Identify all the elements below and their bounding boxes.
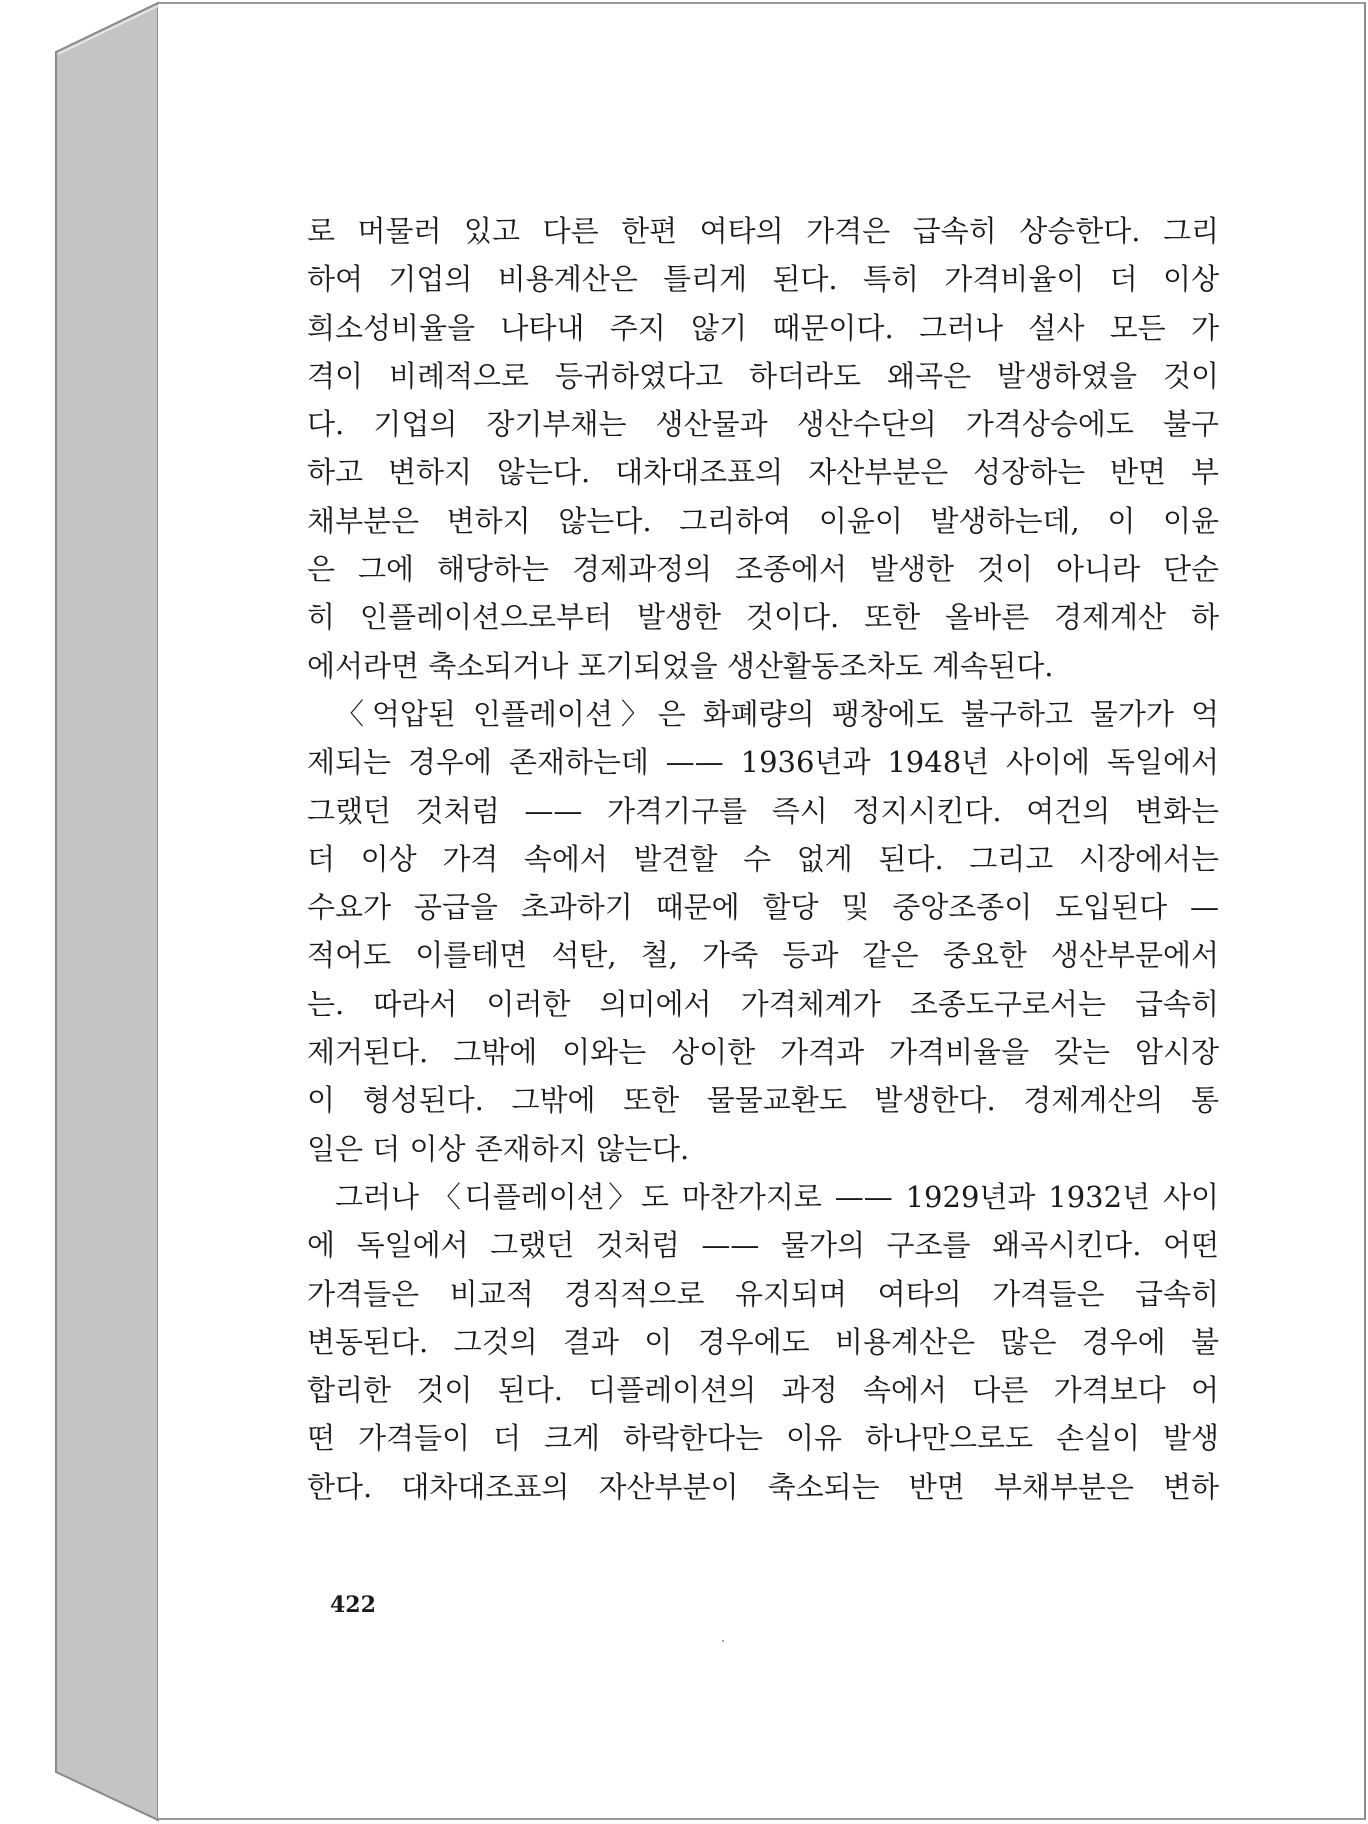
text-line: 제거된다. 그밖에 이와는 상이한 가격과 가격비율을 갖는 암시장 [307, 1035, 1219, 1070]
text-line: 더 이상 가격 속에서 발견할 수 없게 된다. 그리고 시장에서는 [307, 841, 1219, 876]
text-line: 제되는 경우에 존재하는데 —— 1936년과 1948년 사이에 독일에서 [307, 745, 1219, 780]
text-line: 에서라면 축소되거나 포기되었을 생산활동조차도 계속된다. [307, 648, 1054, 683]
text-line: 격이 비례적으로 등귀하였다고 하더라도 왜곡은 발생하였을 것이 [307, 358, 1219, 393]
text-line: 히 인플레이션으로부터 발생한 것이다. 또한 올바른 경제계산 하 [307, 600, 1219, 635]
text-line: 에 독일에서 그랬던 것처럼 —— 물가의 구조를 왜곡시킨다. 어떤 [307, 1228, 1219, 1263]
page-number: 422 [330, 1592, 376, 1618]
text-line: 합리한 것이 된다. 디플레이션의 과정 속에서 다른 가격보다 어 [307, 1373, 1219, 1408]
print-speck [722, 1640, 724, 1642]
text-line: 그러나 〈디플레이션〉도 마찬가지로 —— 1929년과 1932년 사이 [335, 1179, 1219, 1214]
text-line: 〈억압된 인플레이션〉은 화폐량의 팽창에도 불구하고 물가가 억 [335, 696, 1219, 731]
text-line: 은 그에 해당하는 경제과정의 조종에서 발생한 것이 아니라 단순 [307, 552, 1219, 587]
text-line: 다. 기업의 장기부채는 생산물과 생산수단의 가격상승에도 불구 [307, 407, 1219, 442]
text-line: 가격들은 비교적 경직적으로 유지되며 여타의 가격들은 급속히 [307, 1276, 1219, 1311]
text-line: 하고 변하지 않는다. 대차대조표의 자산부분은 성장하는 반면 부 [307, 455, 1219, 490]
text-line: 로 머물러 있고 다른 한편 여타의 가격은 급속히 상승한다. 그리 [307, 214, 1219, 248]
text-line: 적어도 이를테면 석탄, 철, 가죽 등과 같은 중요한 생산부문에서 [307, 938, 1219, 973]
text-line: 한다. 대차대조표의 자산부분이 축소되는 반면 부채부분은 변하 [307, 1469, 1219, 1504]
text-line: 이 형성된다. 그밖에 또한 물물교환도 발생한다. 경제계산의 통 [307, 1083, 1219, 1118]
text-line: 그랬던 것처럼 —— 가격기구를 즉시 정지시킨다. 여건의 변화는 [307, 793, 1219, 828]
text-line: 희소성비율을 나타내 주지 않기 때문이다. 그러나 설사 모든 가 [307, 310, 1219, 345]
text-line: 는. 따라서 이러한 의미에서 가격체계가 조종도구로서는 급속히 [307, 986, 1219, 1021]
text-line: 채부분은 변하지 않는다. 그리하여 이윤이 발생하는데, 이 이윤 [307, 503, 1219, 538]
text-line: 떤 가격들이 더 크게 하락한다는 이유 하나만으로도 손실이 발생 [307, 1421, 1219, 1456]
text-line: 일은 더 이상 존재하지 않는다. [307, 1131, 690, 1166]
body-text [307, 207, 1219, 1511]
text-line: 수요가 공급을 초과하기 때문에 할당 및 중앙조종이 도입된다 — [307, 890, 1219, 925]
text-line: 하여 기업의 비용계산은 틀리게 된다. 특히 가격비율이 더 이상 [307, 262, 1219, 297]
text-line: 변동된다. 그것의 결과 이 경우에도 비용계산은 많은 경우에 불 [307, 1324, 1219, 1359]
